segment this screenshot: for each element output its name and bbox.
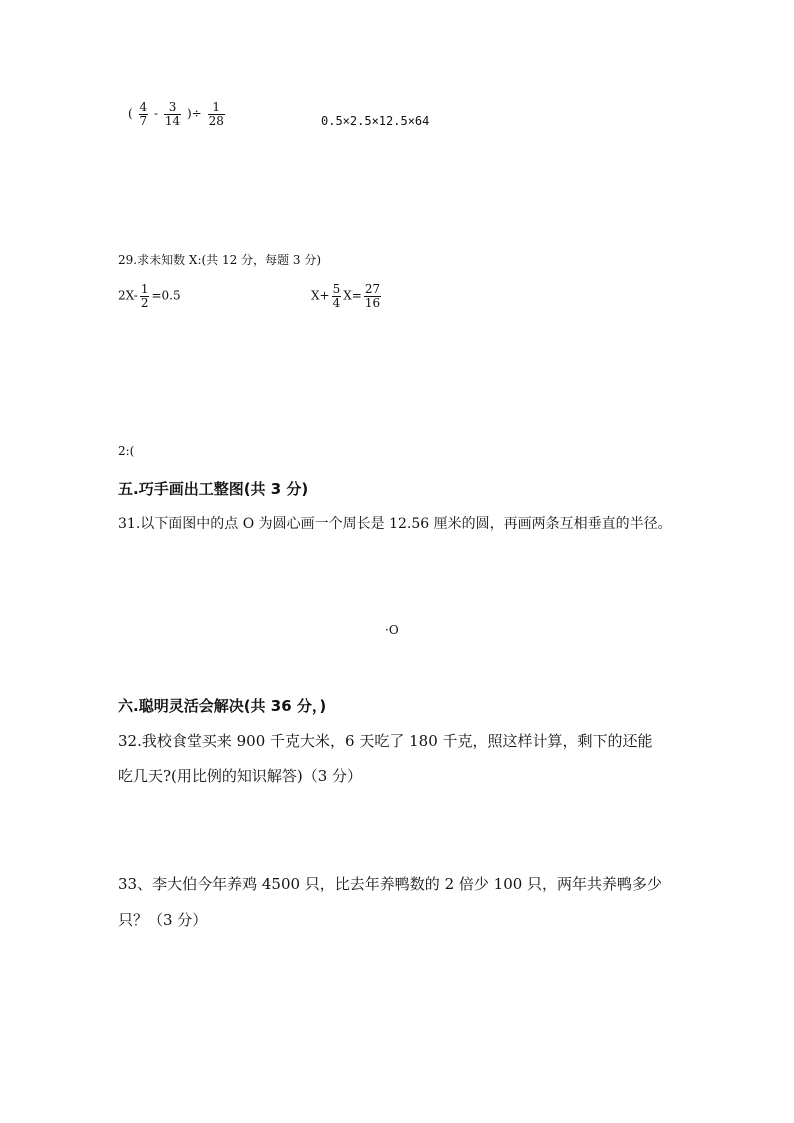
q33-line-1: 33、李大伯今年养鸡 4500 只，比去年养鸭数的 2 倍少 100 只，两年共养鸭多少 xyxy=(118,875,663,893)
q28-expression-fraction xyxy=(128,101,227,127)
q33-line-2: 只？（3 分） xyxy=(118,911,208,929)
point-o-label: ·O xyxy=(385,623,399,637)
q32-line-1: 32.我校食堂买来 900 千克大米，6 天吃了 180 千克，照这样计算，剩下的还能 xyxy=(118,732,653,750)
fraction-1-28: $\frac{1}{28}$ xyxy=(208,100,224,128)
fraction-4-7: $\frac{4}{7}$ xyxy=(139,100,148,128)
fraction-5-4: $\frac{5}{4}$ xyxy=(332,282,341,310)
close-paren-divide: )÷ xyxy=(186,106,202,121)
open-paren: ( xyxy=(128,106,133,121)
section-6-heading: 六.聪明灵活会解决(共 36 分，) xyxy=(118,697,327,715)
fraction-3-14: $\frac{3}{14}$ xyxy=(164,100,181,128)
minus-sign: - xyxy=(153,106,159,121)
text-fragment: 2:( xyxy=(118,444,135,458)
q29-equation-2: X+ $\frac{5}{4}$ X= $\frac{27}{16}$ xyxy=(311,282,381,310)
section-5-heading: 五.巧手画出工整图(共 3 分) xyxy=(118,480,309,498)
fraction-1-2: $\frac{1}{2}$ xyxy=(140,282,149,310)
q29-title: 29.求未知数 X:(共 12 分，每题 3 分) xyxy=(118,253,322,267)
q32-line-2: 吃几天?(用比例的知识解答)（3 分） xyxy=(118,767,363,785)
q31-text: 31.以下面图中的点 O 为圆心画一个周长是 12.56 厘米的圆，再画两条互相垂直的半径。 xyxy=(118,516,672,532)
q28-expression-product: 0.5×2.5×12.5×64 xyxy=(321,114,430,128)
q29-equation-1: 2X- $\frac{1}{2}$ =0.5 xyxy=(118,282,181,310)
fraction-27-16: $\frac{27}{16}$ xyxy=(364,282,381,310)
